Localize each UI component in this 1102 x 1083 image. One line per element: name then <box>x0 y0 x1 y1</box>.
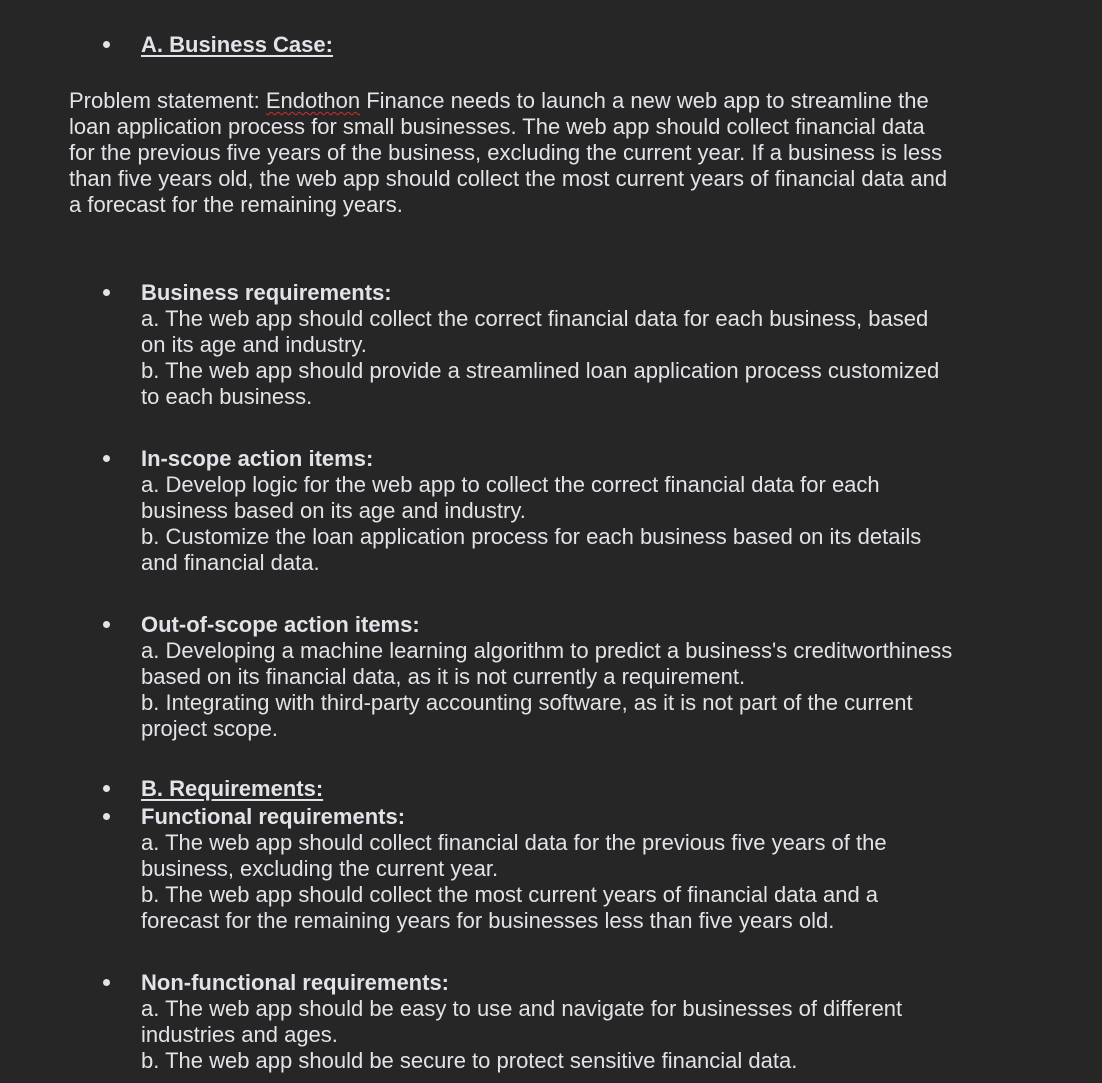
bullet-icon <box>103 455 110 462</box>
list-item: b. The web app should provide a streamlined loan application process customized <box>141 358 940 383</box>
business-case-heading: A. Business Case: <box>141 32 333 57</box>
bullet-icon <box>103 621 110 628</box>
problem-line-4: than five years old, the web app should collect the most current years of financial data and <box>69 166 948 191</box>
list-item: business, excluding the current year. <box>141 856 499 881</box>
spelling-flagged-word[interactable]: Endothon <box>265 88 361 113</box>
bullet-icon <box>103 785 110 792</box>
problem-line-2: loan application process for small businesses. The web app should collect financial data <box>69 114 925 139</box>
bullet-icon <box>103 289 110 296</box>
bullet-icon <box>103 813 110 820</box>
non-functional-requirements-heading: Non-functional requirements: <box>141 970 450 995</box>
list-item: and financial data. <box>141 550 320 575</box>
non-functional-requirements-section <box>141 970 1021 1074</box>
list-item: project scope. <box>141 716 278 741</box>
problem-line-3: for the previous five years of the business, excluding the current year. If a business is less <box>69 140 943 165</box>
list-item: to each business. <box>141 384 313 409</box>
list-item: forecast for the remaining years for businesses less than five years old. <box>141 908 835 933</box>
list-item: business based on its age and industry. <box>141 498 526 523</box>
functional-requirements-heading: Functional requirements: <box>141 804 406 829</box>
problem-statement <box>69 88 1014 218</box>
list-item: a. The web app should be easy to use and navigate for businesses of different <box>141 996 903 1021</box>
problem-line-5: a forecast for the remaining years. <box>69 192 403 217</box>
list-item: a. The web app should collect the correct financial data for each business, based <box>141 306 929 331</box>
list-item: based on its financial data, as it is not currently a requirement. <box>141 664 746 689</box>
list-item: b. The web app should be secure to protect sensitive financial data. <box>141 1048 798 1073</box>
requirements-heading: B. Requirements: <box>141 776 324 801</box>
in-scope-heading: In-scope action items: <box>141 446 374 471</box>
in-scope-section <box>141 446 1021 576</box>
list-item: b. Integrating with third-party accounting software, as it is not part of the current <box>141 690 913 715</box>
out-of-scope-heading: Out-of-scope action items: <box>141 612 420 637</box>
problem-prefix: Problem statement: <box>69 88 266 113</box>
problem-line-1 <box>69 88 1014 114</box>
bullet-icon <box>103 41 110 48</box>
list-item: a. Developing a machine learning algorithm to predict a business's creditworthiness <box>141 638 953 663</box>
business-requirements-heading: Business requirements: <box>141 280 392 305</box>
list-item: b. The web app should collect the most current years of financial data and a <box>141 882 879 907</box>
out-of-scope-section <box>141 612 1021 742</box>
list-item: on its age and industry. <box>141 332 367 357</box>
bullet-icon <box>103 979 110 986</box>
list-item: b. Customize the loan application process for each business based on its details <box>141 524 922 549</box>
problem-line-1-rest: Finance needs to launch a new web app to streamline the <box>360 88 929 113</box>
requirements-section <box>141 776 1021 802</box>
list-item: industries and ages. <box>141 1022 338 1047</box>
business-requirements-section <box>141 280 1021 410</box>
list-item: a. The web app should collect financial data for the previous five years of the <box>141 830 887 855</box>
business-case-section <box>141 32 1021 58</box>
functional-requirements-section <box>141 804 1021 934</box>
list-item: a. Develop logic for the web app to collect the correct financial data for each <box>141 472 880 497</box>
